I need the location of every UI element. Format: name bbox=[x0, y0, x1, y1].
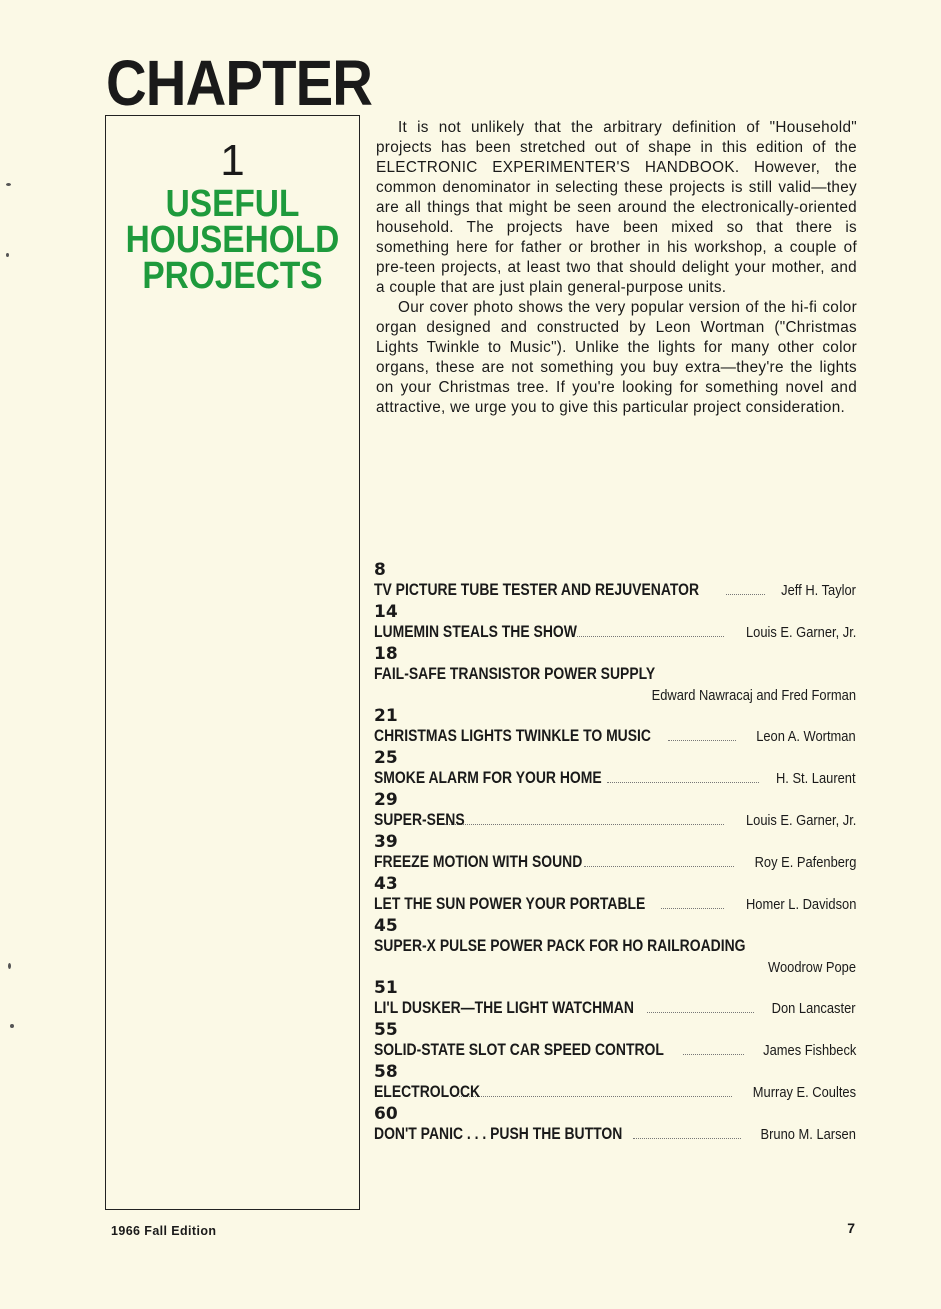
toc-page-number: 39 bbox=[374, 832, 398, 852]
toc-author: Jeff H. Taylor bbox=[781, 582, 856, 599]
toc-page-number: 29 bbox=[374, 790, 398, 810]
chapter-box bbox=[105, 115, 360, 1210]
chapter-title bbox=[106, 183, 359, 297]
toc-row bbox=[374, 852, 856, 874]
toc-dot-leader bbox=[459, 1096, 732, 1097]
toc-title: FAIL-SAFE TRANSISTOR POWER SUPPLY bbox=[374, 664, 656, 683]
toc-title: LUMEMIN STEALS THE SHOW bbox=[374, 622, 577, 641]
toc-page-number: 8 bbox=[374, 560, 386, 580]
chapter-title-line: HOUSEHOLD bbox=[125, 219, 340, 261]
toc-page-number: 58 bbox=[374, 1062, 398, 1082]
toc-row bbox=[374, 810, 856, 832]
toc-author: Louis E. Garner, Jr. bbox=[745, 624, 856, 641]
toc-entry bbox=[374, 706, 856, 748]
toc-entry bbox=[374, 832, 856, 874]
chapter-heading: CHAPTER bbox=[106, 47, 373, 119]
chapter-title-line: PROJECTS bbox=[142, 255, 323, 297]
toc-author: Woodrow Pope bbox=[768, 959, 856, 976]
table-of-contents bbox=[374, 560, 856, 1146]
toc-page-number: 43 bbox=[374, 874, 398, 894]
toc-page-number: 51 bbox=[374, 978, 398, 998]
toc-dot-leader bbox=[584, 866, 734, 867]
toc-author: H. St. Laurent bbox=[776, 770, 856, 787]
toc-title: LI'L DUSKER—THE LIGHT WATCHMAN bbox=[374, 998, 634, 1017]
toc-author: Roy E. Pafenberg bbox=[754, 854, 856, 871]
page-number: 7 bbox=[847, 1220, 855, 1236]
toc-row bbox=[374, 726, 856, 748]
toc-title: LET THE SUN POWER YOUR PORTABLE bbox=[374, 894, 646, 913]
toc-entry bbox=[374, 560, 856, 602]
toc-title: TV PICTURE TUBE TESTER AND REJUVENATOR bbox=[374, 580, 700, 599]
toc-entry bbox=[374, 978, 856, 1020]
toc-dot-leader bbox=[661, 908, 724, 909]
chapter-title-line: USEFUL bbox=[165, 183, 300, 225]
toc-entry bbox=[374, 790, 856, 832]
toc-entry bbox=[374, 602, 856, 644]
scan-speck bbox=[6, 183, 11, 186]
toc-page-number: 60 bbox=[374, 1104, 398, 1124]
toc-author: Leon A. Wortman bbox=[756, 728, 856, 745]
toc-page-number: 21 bbox=[374, 706, 398, 726]
toc-author: Don Lancaster bbox=[772, 1000, 856, 1017]
intro-paragraph: It is not unlikely that the arbitrary definition of "Household" projects has been stretched out of shape in this edition of the ELECTRONIC EXPERIMENTER'S HANDBOOK. However, the common denominator in selecting these projects is still valid—they are all things that might be seen around the electronically-oriented household. The projects have been mixed so that there is something here for father or brother in his workshop, a couple of pre-teen projects, at least two that should delight your mother, and a couple that are just plain general-purpose units. bbox=[376, 119, 857, 296]
toc-author: James Fishbeck bbox=[762, 1042, 856, 1059]
chapter-number: 1 bbox=[220, 136, 245, 185]
scan-speck bbox=[6, 253, 9, 257]
edition-footer: 1966 Fall Edition bbox=[111, 1224, 217, 1238]
toc-author: Bruno M. Larsen bbox=[760, 1126, 856, 1143]
toc-author: Homer L. Davidson bbox=[745, 896, 856, 913]
toc-author: Edward Nawracaj and Fred Forman bbox=[651, 687, 856, 704]
toc-title: FREEZE MOTION WITH SOUND bbox=[374, 852, 583, 871]
toc-dot-leader bbox=[440, 824, 723, 825]
toc-row bbox=[374, 768, 856, 790]
toc-page-number: 55 bbox=[374, 1020, 398, 1040]
toc-dot-leader bbox=[668, 740, 737, 741]
toc-dot-leader bbox=[726, 594, 765, 595]
toc-title: SUPER-SENS bbox=[374, 810, 465, 829]
toc-dot-leader bbox=[607, 782, 759, 783]
toc-title: ELECTROLOCK bbox=[374, 1082, 481, 1101]
toc-dot-leader bbox=[633, 1138, 741, 1139]
intro-paragraph: Our cover photo shows the very popular version of the hi-fi color organ designed and constructed by Leon Wortman ("Christmas Lights Twinkle to Music"). Unlike the lights for many other color organs, these are not something you buy extra—they're the lights on your Christmas tree. If you're looking for something novel and attractive, we urge you to give this particular project consideration. bbox=[376, 299, 857, 416]
toc-title: SMOKE ALARM FOR YOUR HOME bbox=[374, 768, 602, 787]
toc-page-number: 18 bbox=[374, 644, 398, 664]
toc-title: SOLID-STATE SLOT CAR SPEED CONTROL bbox=[374, 1040, 664, 1059]
toc-author: Louis E. Garner, Jr. bbox=[745, 812, 856, 829]
toc-author: Murray E. Coultes bbox=[752, 1084, 856, 1101]
toc-row bbox=[374, 894, 856, 916]
toc-title: SUPER-X PULSE POWER PACK FOR HO RAILROADING bbox=[374, 936, 746, 955]
toc-page-number: 25 bbox=[374, 748, 398, 768]
intro-text bbox=[376, 118, 857, 418]
toc-entry bbox=[374, 1062, 856, 1104]
toc-dot-leader bbox=[683, 1054, 743, 1055]
toc-row bbox=[374, 936, 856, 958]
toc-title: DON'T PANIC . . . PUSH THE BUTTON bbox=[374, 1124, 623, 1143]
toc-row bbox=[374, 664, 856, 686]
toc-entry bbox=[374, 916, 856, 978]
toc-row bbox=[374, 1124, 856, 1146]
toc-entry bbox=[374, 748, 856, 790]
toc-row bbox=[374, 580, 856, 602]
toc-entry bbox=[374, 1104, 856, 1146]
toc-entry bbox=[374, 644, 856, 706]
toc-row bbox=[374, 998, 856, 1020]
toc-row bbox=[374, 622, 856, 644]
toc-page-number: 45 bbox=[374, 916, 398, 936]
toc-entry bbox=[374, 874, 856, 916]
toc-entry bbox=[374, 1020, 856, 1062]
toc-dot-leader bbox=[647, 1012, 755, 1013]
toc-row bbox=[374, 1040, 856, 1062]
toc-dot-leader bbox=[577, 636, 723, 637]
scan-speck bbox=[8, 963, 11, 969]
scan-speck bbox=[10, 1024, 14, 1028]
toc-row bbox=[374, 1082, 856, 1104]
toc-page-number: 14 bbox=[374, 602, 398, 622]
toc-title: CHRISTMAS LIGHTS TWINKLE TO MUSIC bbox=[374, 726, 651, 745]
